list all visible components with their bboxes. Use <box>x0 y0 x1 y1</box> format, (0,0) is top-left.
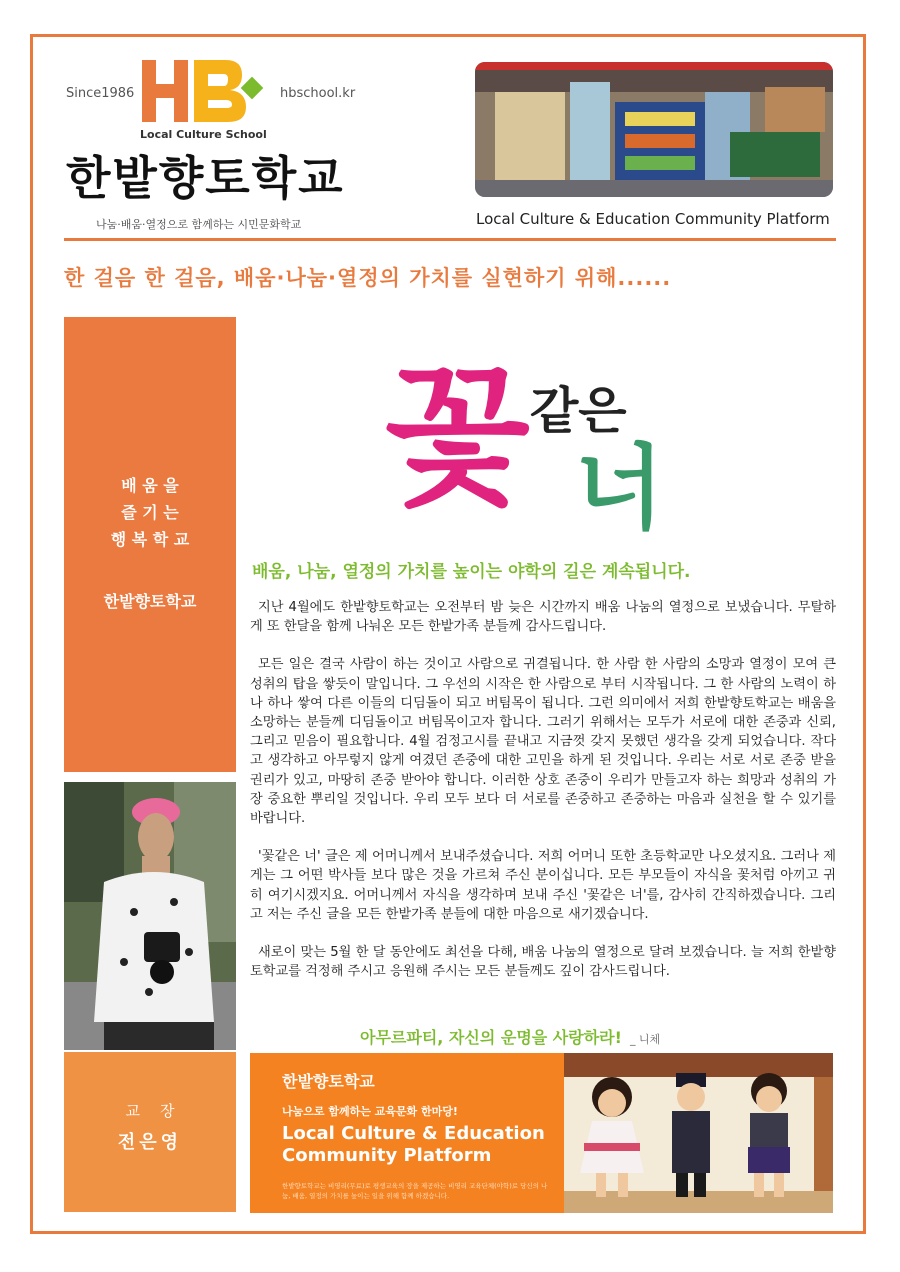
platform-label: Local Culture & Education Community Platform <box>476 210 830 228</box>
closing-quote <box>360 1025 660 1048</box>
logo-subtitle: Local Culture School <box>140 128 267 141</box>
motto-text <box>64 472 236 553</box>
doll-figures-photo <box>564 1053 833 1213</box>
article-paragraph: 지난 4월에도 한밭향토학교는 오전부터 밤 늦은 시간까지 배움 나눔의 열정으로 보냈습니다. 무탈하게 또 한달을 함께 나눠온 모든 한밭가족 분들께 감사드립니다. <box>250 600 836 635</box>
principal-name: 전은영 <box>117 1132 183 1153</box>
tagline: 나눔·배움·열정으로 함께하는 시민문화학교 <box>96 218 302 231</box>
motto-panel <box>64 317 236 772</box>
calligraphy-main-char: 꽃 <box>385 350 530 526</box>
website-label: hbschool.kr <box>280 86 356 101</box>
school-name-calligraphy: 한밭향토학교 <box>66 151 345 205</box>
banner-slogan: 나눔으로 함께하는 교육문화 한마당! <box>282 1105 458 1118</box>
principal-title: 교장 <box>125 1102 195 1120</box>
motto-line: 즐 기 는 <box>121 503 179 522</box>
since-label: Since1986 <box>66 86 135 101</box>
platform-banner <box>250 1053 833 1213</box>
principal-panel <box>64 1052 236 1212</box>
classroom-photo <box>475 62 833 197</box>
header-divider <box>64 238 836 241</box>
principal-photo <box>64 782 236 1050</box>
calligraphy-word: 같은 <box>530 381 627 440</box>
article-paragraph: 새로이 맞는 5월 한 달 동안에도 최선을 다해, 배움 나눔의 열정으로 달려 보겠습니다. 늘 저희 한밭향토학교를 걱정해 주시고 응원해 주시는 모든 분들께도 깊이 감사드립니다. <box>250 945 836 980</box>
quote-text: 아무르파티, 자신의 운명을 사랑하라! <box>360 1028 622 1047</box>
article-paragraph: 모든 일은 결국 사람이 하는 것이고 사람으로 귀결됩니다. 한 사람 한 사람의 소망과 열정이 모여 큰 성취의 탑을 쌓듯이 말입니다. 그 우선의 시작은 한 사람으로 부터 시작됩니다. 그 한 사람의 노력이 하나 하나 쌓여 다른 이들의 디딤돌이 되고 버팀목이 됩니다. 그런 의미에서 저희 한밭향토학교는 배움을 소망하는 분들께 디딤돌이고 버팀목이고자 합니다. 그러기 위해서는 모두가 서로에 대한 존중과 신뢰, 그리고 믿음이 필요합니다. 4월 검정고시를 끝내고 지금껏 갖지 못했던 생각을 갖게 되었습니다. 작다고 생각하고 아무렇지 않게 여겼던 존중에 대한 고민을 하게 된 것입니다. 우리는 서로 서로 존중 받을 권리가 있고, 마땅히 존중 받아야 합니다. 이러한 상호 존중이 우리가 만들고자 하는 희망과 성취의 가장 중요한 뿌리일 것입니다. 우리 모두 보다 더 서로를 존중하고 존중하는 마음과 실천을 할 수 있기를 바랍니다. <box>250 657 836 827</box>
banner-title: Local Culture & Education Community Platform <box>282 1123 545 1166</box>
banner-note: 한밭향토학교는 비영리(무료)로 평생교육의 장을 제공하는 비영리 교육단체(야학)로 당신의 나눔, 배움, 열정의 가치를 높이는 일을 위해 함께 하겠습니다. <box>282 1182 548 1200</box>
motto-line: 행 복 학 교 <box>110 530 190 549</box>
calligraphy-word: 너 <box>575 434 664 540</box>
banner-logo: 한밭향토학교 <box>282 1072 375 1091</box>
flower-like-you-calligraphy <box>380 340 680 540</box>
article-paragraph: '꽃같은 너' 글은 제 어머니께서 보내주셨습니다. 저희 어머니 또한 초등학교만 나오셨지요. 그러나 제게는 그 어떤 박사들 보다 많은 것을 가르쳐 주신 분이십니다. 모든 부모들이 자식을 꽃처럼 아끼고 귀히 여기시겠지요. 어머니께서 자식을 생각하며 보내 주신 '꽃같은 너'를, 감사히 간직하겠습니다. 그리고 저는 주신 글을 모든 한밭가족 분들에 대한 마음으로 새기겠습니다. <box>250 849 836 922</box>
page-headline: 한 걸음 한 걸음, 배움·나눔·열정의 가치를 실현하기 위해...... <box>64 266 672 290</box>
motto-school-name: 한밭향토학교 <box>103 592 197 611</box>
article-body <box>250 598 836 981</box>
quote-author: _ 니체 <box>629 1033 661 1046</box>
hb-logo <box>140 58 270 128</box>
article-subheading: 배움, 나눔, 열정의 가치를 높이는 야학의 길은 계속됩니다. <box>252 562 691 582</box>
motto-line: 배 움 을 <box>121 476 179 495</box>
